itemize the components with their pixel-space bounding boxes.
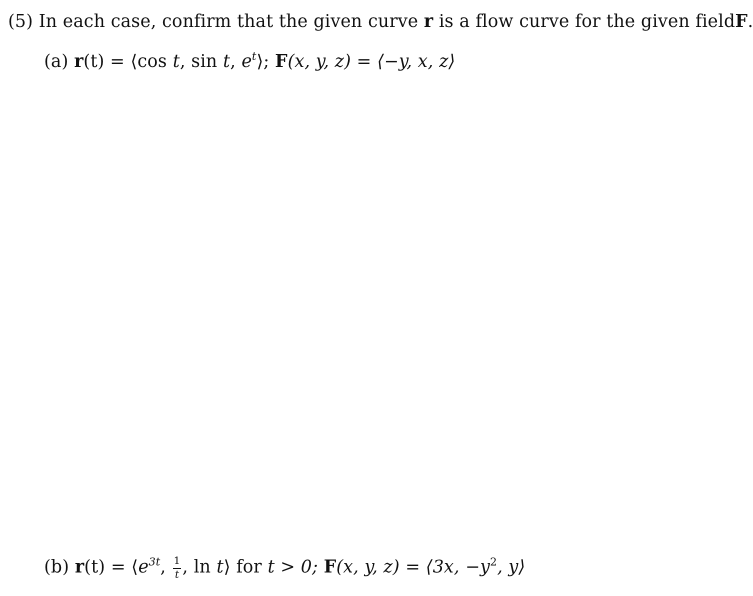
part-b-fraction (173, 556, 182, 580)
part-b-F-tail: , y⟩ (497, 557, 526, 578)
prompt-period: . (747, 12, 753, 32)
part-b-for: for (236, 557, 262, 578)
part-b-e: e (138, 557, 149, 578)
part-a-comma: , (230, 52, 242, 72)
field-symbol-F: F (735, 12, 748, 32)
part-b-ln: , ln (182, 557, 217, 578)
part-b-F: F (323, 557, 337, 578)
part-b-close: ⟩ (223, 557, 231, 578)
part-a-r: r (74, 52, 84, 72)
curve-symbol-r: r (423, 12, 434, 32)
problem-number: (5) (8, 12, 34, 32)
part-b-t-ln: t (216, 557, 224, 578)
part-a-close: ⟩; (256, 52, 276, 72)
part-a-label: (a) (44, 52, 69, 72)
part-a-r-args: (t) = ⟨cos (83, 52, 173, 72)
part-a-F: F (275, 52, 288, 72)
fraction-numerator: 1 (173, 555, 181, 567)
part-b-e-exponent: 3t (148, 555, 161, 569)
part-b-y-exponent: 2 (489, 555, 498, 569)
part-a-sin: , sin (179, 52, 223, 72)
part-b-label: (b) (44, 557, 70, 578)
part-b-r-args: (t) = ⟨ (84, 557, 139, 578)
part-b-F-args: (x, y, z) = ⟨3x, −y (336, 557, 490, 578)
part-b (44, 556, 525, 580)
part-a-t2: t (222, 52, 231, 72)
part-a-t1: t (172, 52, 180, 72)
fraction-denominator: t (174, 568, 180, 581)
prompt-text: In each case, confirm that the given curve (38, 12, 419, 32)
part-a-e-exponent: t (251, 50, 257, 63)
part-b-sep1: , (160, 557, 172, 578)
part-a-e: e (241, 52, 252, 72)
prompt-text-mid: is a flow curve for the given field (438, 12, 736, 32)
part-a-F-args: (x, y, z) = ⟨−y, x, z⟩ (287, 52, 456, 72)
problem-statement (8, 12, 753, 32)
part-b-r: r (74, 557, 85, 578)
part-b-condition: t > 0; (267, 557, 319, 578)
part-a (44, 52, 455, 72)
